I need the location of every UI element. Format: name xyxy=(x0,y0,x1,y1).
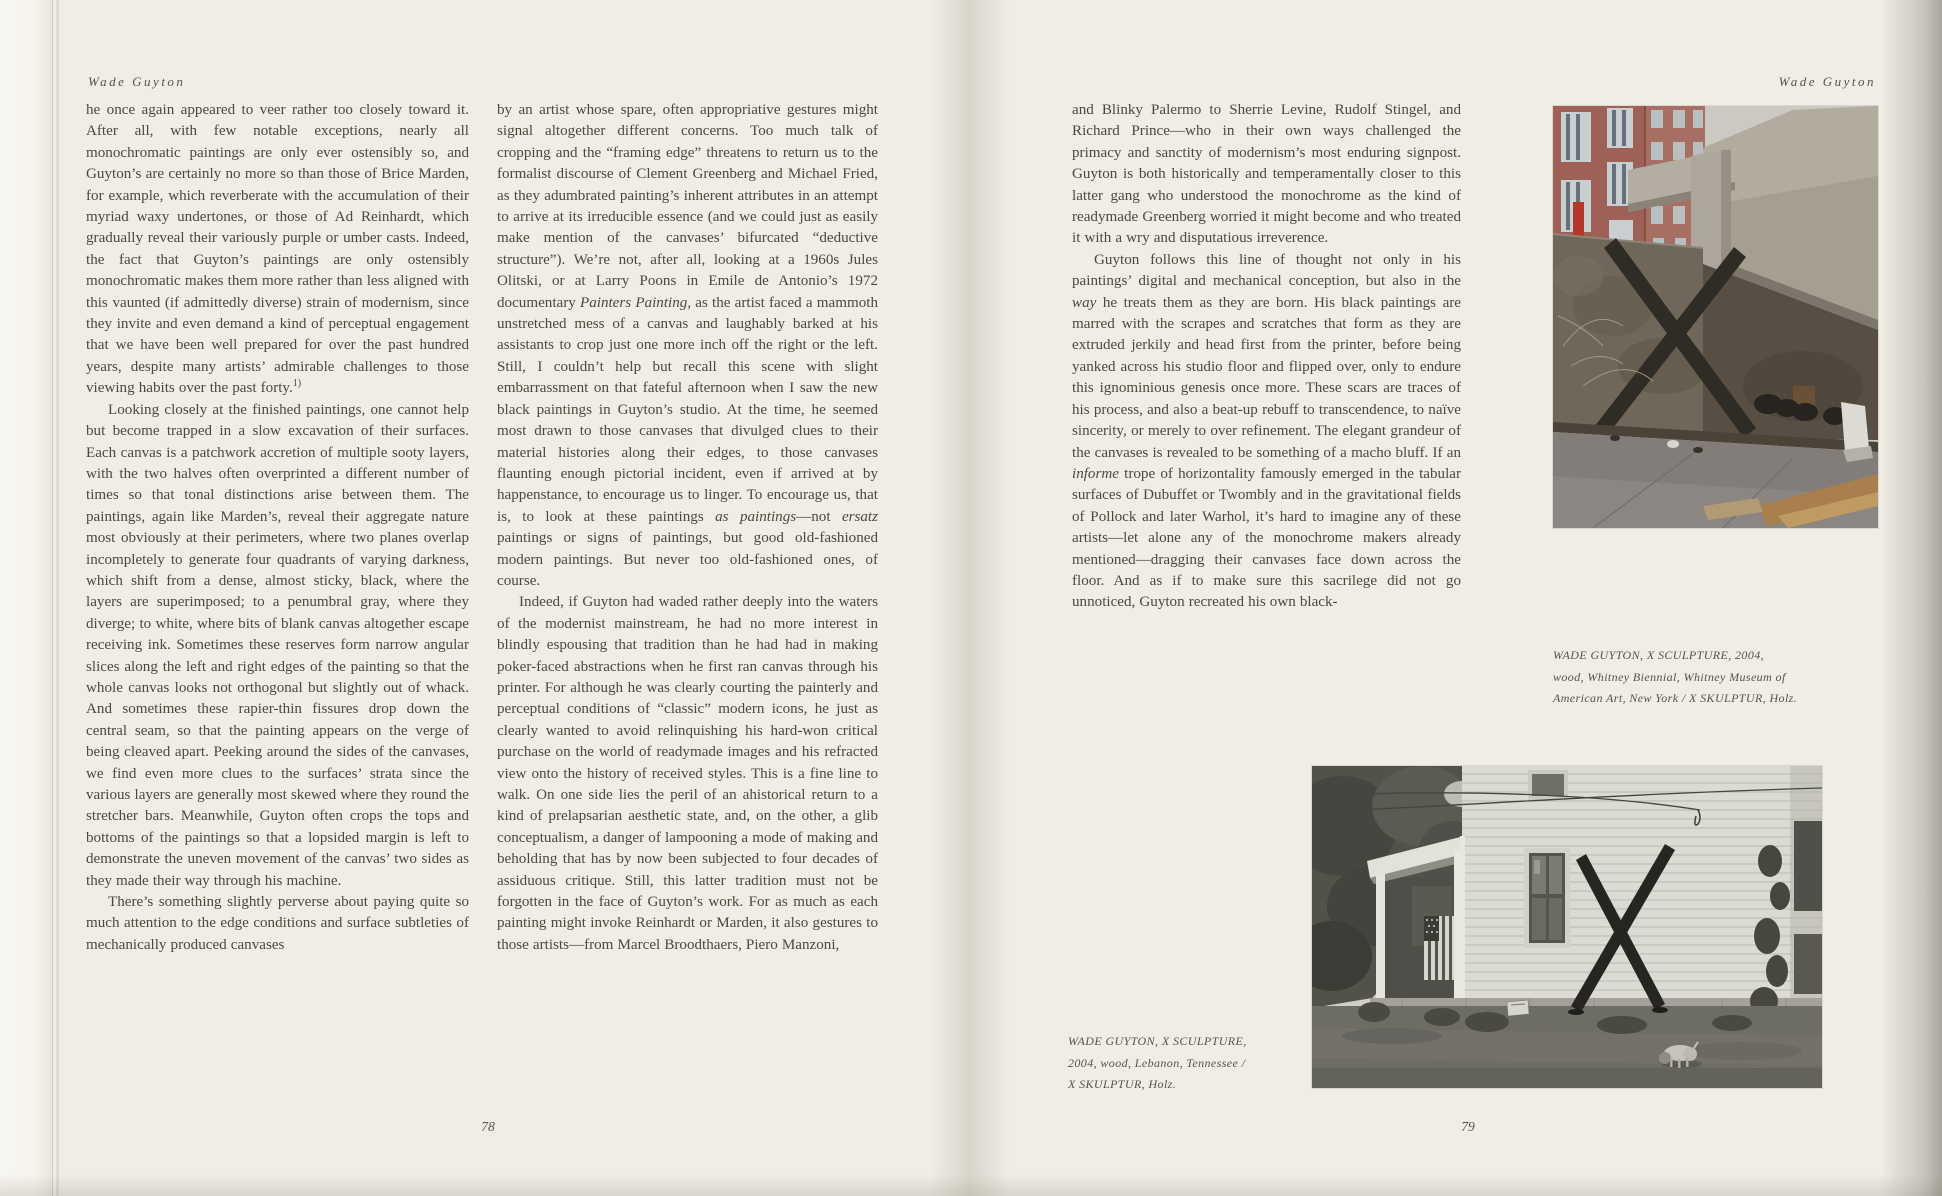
porch-column xyxy=(1376,874,1385,1000)
left-page-column-1 xyxy=(86,100,469,956)
caption-line: WADE GUYTON, X SCULPTURE, xyxy=(1068,1034,1247,1048)
page-number-78: 78 xyxy=(481,1119,495,1134)
page-number-79: 79 xyxy=(1461,1119,1475,1134)
page-edge-left xyxy=(0,0,53,1196)
caption-line: wood, Whitney Biennial, Whitney Museum of xyxy=(1553,669,1786,684)
running-head-right: Wade Guyton xyxy=(1778,74,1876,89)
caption-line: 2004, wood, Lebanon, Tennessee / xyxy=(1068,1055,1246,1070)
paragraph: Looking closely at the finished paintings, one cannot help but become trapped in a slow excavation of their surfaces. Each canvas is a patchwork accretion of multiple sooty layers, with the two halves often overprinted a different number of times so that tonal distinctions arise between them. The paintings, again like Marden’s, reveal their aggregate nature most obviously at their perimeters, where two planes overlap incompletely to generate four quadrants of varying darkness, which shift from a dense, almost sticky, black, where the layers are superimposed; to a penumbral gray, where they diverge; to white, where bits of blank canvas altogether escape receiving ink. Sometimes these reserves form narrow angular slices along the left and right edges of the painting so that the whole canvas looks not orthogonal but slightly out of whack. And sometimes these rapier-thin fissures drop down the central seam, so that the painting appears on the verge of being cleaved apart. Peeking around the sides of the canvases, we find even more clues to the surfaces’ strata since the various layers are generally most skewed where they round the stretcher bars. Meanwhile, Guyton often crops the tops and bottoms of the paintings so that a lopsided margin is left to demonstrate the uneven movement of the canvas’ two sides as they made their way through his machine. xyxy=(86,401,469,889)
running-head-left: Wade Guyton xyxy=(88,74,186,89)
white-bag xyxy=(1841,402,1869,452)
side-window-lower xyxy=(1794,934,1822,994)
paragraph: by an artist whose spare, often appropriative gestures might signal altogether different concerns. Too much talk of cropping and the “framing edge” threatens to return us to the formalist discourse of Clement Greenberg and Michael Fried, as they adumbrated painting’s inherent attributes in an attempt to arrive at its irreducible essence (and we could just as easily make mention of the canvases’ bifurcated “deductive structure”). We’re not, after all, looking at a 1960s Jules Olitski, or at Larry Poons in Emile de Antonio’s 1972 documentary Painters Painting, as the artist faced a mammoth unstretched mess of a canvas and laughably barked at his assistants to crop just one more inch off the right or the left. Still, I couldn’t help but recall this scene with slight embarrassment on that fateful afternoon when I saw the new black paintings in Guyton’s studio. At the time, he seemed most drawn to those canvases that divulged clues to their material histories along their edges, to those canvases flaunting enough pictorial incident, even if arrived at by happenstance, to encourage us to linger. To encourage us, that is, to look at these paintings as paintings—not ersatz paintings or signs of paintings, but good old-fashioned modern paintings. But never too old-fashioned ones, of course. xyxy=(497,102,878,589)
paragraph: There’s something slightly perverse about paying quite so much attention to the edge conditions and surface subtleties of mechanically produced canvases xyxy=(86,894,469,953)
paragraph: Indeed, if Guyton had waded rather deeply into the waters of the modernist mainstream, he had no more interest in blindly espousing that tradition than he had had in making poker-faced abstractions when he first ran canvas through his printer. For although he was clearly courting the painterly and perceptual conditions of “classic” modern icons, he just as clearly wanted to avoid relinquishing his hard-won critical purchase on the world of readymade images and his refracted view onto the history of received styles. This is a fine line to walk. On one side lies the peril of an ahistorical return to a kind of prelapsarian aesthetic state, and, on the other, a glib conceptualism, a danger of lampooning a mode of making and beholding that has by now been subjected to four decades of assiduous critique. Still, this latter tradition must not be forgotten in the face of Guyton’s work. For as much as each painting might invoke Reinhardt or Marden, it also gestures to those artists—from Marcel Broodthaers, Piero Manzoni, xyxy=(497,594,878,953)
caption-photo1 xyxy=(1553,645,1843,710)
photo-house-x-sculpture xyxy=(1312,766,1822,1088)
photo-whitney-x-sculpture xyxy=(1553,106,1878,528)
caption-line: WADE GUYTON, X SCULPTURE, 2004, xyxy=(1553,648,1765,662)
right-page-column xyxy=(1072,100,1461,614)
paragraph: he once again appeared to veer rather too closely toward it. After all, with few notable exceptions, nearly all monochromatic paintings are only ever ostensibly so, and Guyton’s are certainly no more so than those of Brice Marden, for example, which reverberate with the accumulation of their myriad waxy undertones, or those of Ad Reinhardt, which gradually reveal their variously purple or umber casts. Indeed, the fact that Guyton’s paintings are only ostensibly monochromatic makes them more rather than less aligned with this vaunted (if admittedly diverse) strain of modernism, since they invite and even demand a kind of perceptual engagement that we have been well prepared for over the past hundred years, despite many artists’ admirable challenges to those viewing habits over the past forty.$^{1)}$ xyxy=(86,102,469,397)
page-edge-bottom xyxy=(0,1174,1942,1196)
caption-line: American Art, New York / X SKULPTUR, Holz. xyxy=(1553,691,1798,705)
caption-photo2 xyxy=(1068,1031,1328,1096)
paragraph: and Blinky Palermo to Sherrie Levine, Rudolf Stingel, and Richard Prince—who in their own ways challenged the primacy and sanctity of modernism’s most enduring signpost. Guyton is both historically and temperamentally closer to this latter gang who understood the monochrome as the kind of readymade Greenberg worried it might become and who treated it with a wry and disputatious irreverence. xyxy=(1072,102,1461,247)
page-crease xyxy=(56,0,59,1196)
tall-window xyxy=(1524,848,1570,948)
side-window xyxy=(1794,821,1822,911)
gutter-shadow xyxy=(930,0,1010,1196)
american-flag xyxy=(1424,916,1454,980)
caption-line: X SKULPTUR, Holz. xyxy=(1068,1077,1177,1091)
page-edge-right xyxy=(1880,0,1942,1196)
paragraph: Guyton follows this line of thought not only in his paintings’ digital and mechanical conception, but also in the way he treats them as they are born. His black paintings are marred with the scrapes and scratches that form as they are extruded jerkily and head first from the printer, before being yanked across his studio floor and flipped over, only to endure this ignominious genesis once more. These scars are traces of his process, and also a beat-up rebuff to transcendence, to naïve sincerity, or merely to over refinement. The elegant grandeur of the canvases is revealed to be something of a macho bluff. If an informe trope of horizontality famously emerged in the tabular surfaces of Dubuffet or Twombly and in the gravitational fields of Pollock and later Warhol, it’s hard to imagine any of these artists—let alone any of the monochrome makers already mentioned—dragging their canvases face down across the floor. And as if to make sure this sacrilege did not go unnoticed, Guyton recreated his own black- xyxy=(1072,251,1461,611)
photo2-image xyxy=(1312,766,1822,1088)
photo1-image xyxy=(1553,106,1878,528)
left-page-column-2 xyxy=(497,100,878,956)
yard-sign xyxy=(1507,1000,1529,1016)
